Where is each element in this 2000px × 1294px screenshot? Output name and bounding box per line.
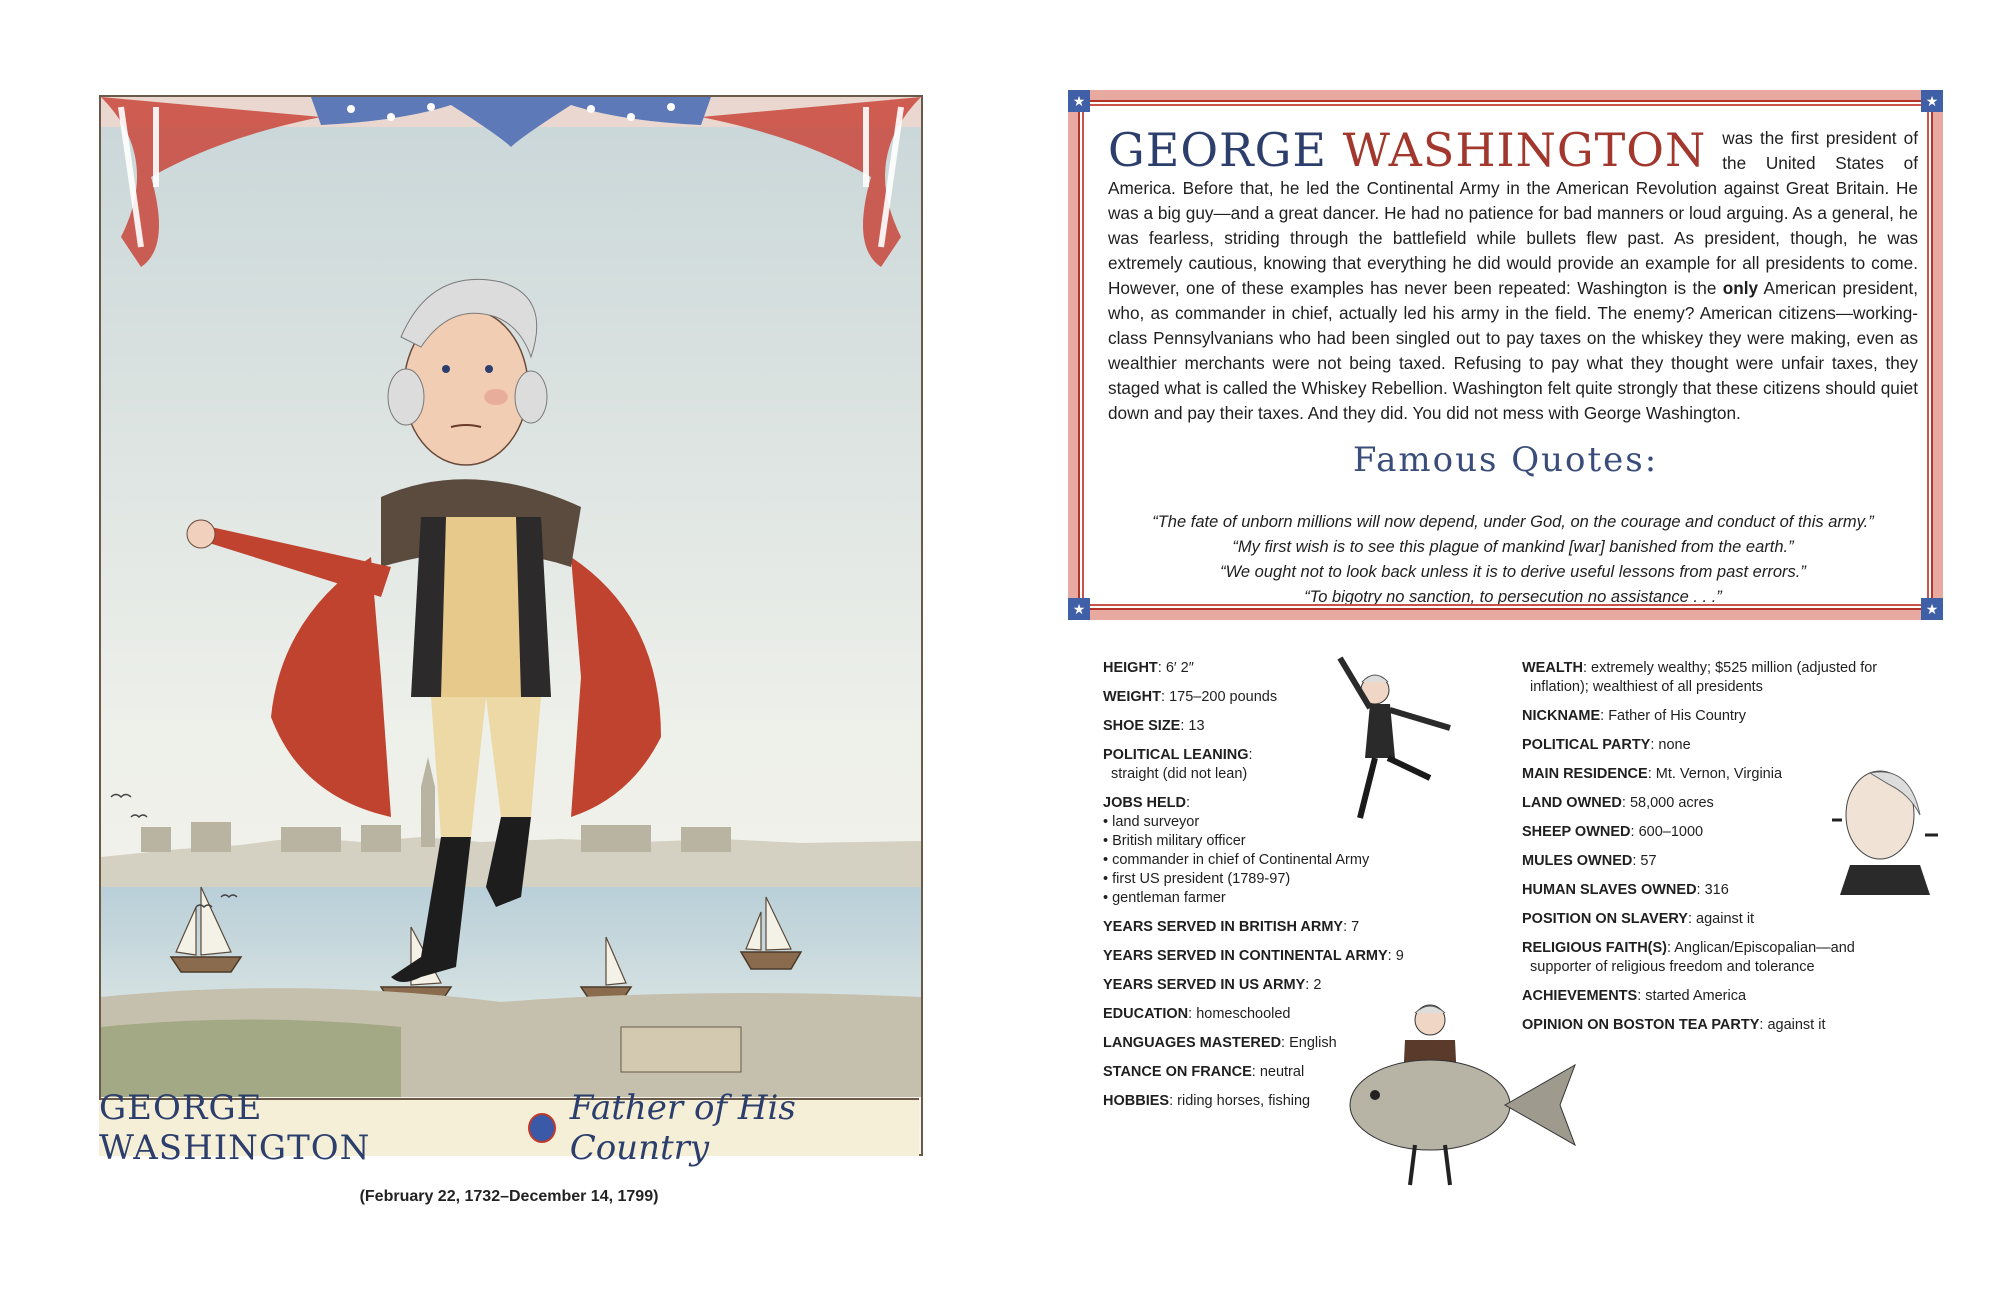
washington-painting [101,97,921,1154]
fact-label: LAND OWNED [1522,795,1622,811]
list-item: • commander in chief of Continental Army [1103,851,1413,870]
fact-label: LANGUAGES MASTERED [1103,1035,1282,1051]
fact-value: 600–1000 [1638,824,1704,840]
fact-value: 57 [1640,853,1657,869]
fact-label: POSITION ON SLAVERY [1522,911,1688,927]
quote: “My first wish is to see this plague of mankind [war] banished from the earth.” [1232,538,1794,556]
fact-label: WEALTH [1522,660,1583,676]
fact-label: MAIN RESIDENCE [1522,766,1648,782]
list-item: • land surveyor [1103,813,1413,832]
star-icon: ★ [1068,598,1090,620]
list-item: • first US president (1789-97) [1103,870,1413,889]
fact-political-leaning: POLITICAL LEANING: straight (did not lean) [1103,746,1413,784]
fact-label: HEIGHT [1103,660,1158,676]
quote: “The fate of unborn millions will now depend, under God, on the courage and conduct of this army.” [1152,513,1874,531]
fact-label: YEARS SERVED IN US ARMY [1103,977,1306,993]
fact-height: HEIGHT: 6′ 2″ [1103,660,1194,676]
fact-faith: RELIGIOUS FAITH(S): Anglican/Episcopalian—and supporter of religious freedom and tolerance [1522,939,1942,977]
fact-label: POLITICAL PARTY [1522,737,1651,753]
fact-value: Mt. Vernon, Virginia [1655,766,1783,782]
quotes-heading: Famous Quotes: [1352,440,1659,480]
fact-languages: LANGUAGES MASTERED: English [1103,1035,1337,1051]
fact-mules: MULES OWNED: 57 [1522,853,1657,869]
fact-value: against it [1696,911,1755,927]
fact-label: WEIGHT [1103,689,1161,705]
fact-value: neutral [1259,1064,1305,1080]
bio-text-part1: was the first president of the United States of America. Before that, he led the Continental Army in the American Revolution against Great Britain. He was a big guy—and a great dancer. He had no patience for bad manners or loud arguing. As a general, he was fearless, striding through the battlefield while bullets flew past. As president, though, he was extremely cautious, knowing that everything he did would provide an example for all presidents to come. However, one of these examples has never been repeated: Washington is the [1108,128,1918,298]
bio-emphasis: only [1722,278,1759,298]
bio-text-part2: American president, who, as commander in chief, actually led his army in the field. The enemy? American citizens—working-class Pennsylvanians who had been singled out to pay taxes on the whiskey they were making, even as wealthier merchants were not being taxed. Refusing to pay what they thought were unfair taxes, they staged what is called the Whiskey Rebellion. Washington felt quite strongly that these citizens should quiet down and pay their taxes. And they did. You did not mess with George Washington. [1108,278,1918,423]
fact-nickname: NICKNAME: Father of His Country [1522,708,1747,724]
bio-title-first: GEORGE [1108,123,1327,177]
fact-label: JOBS HELD [1103,795,1186,811]
portrait-illustration [99,95,923,1156]
fact-value: homeschooled [1196,1006,1291,1022]
fact-label: ACHIEVEMENTS [1522,988,1638,1004]
fact-label: NICKNAME [1522,708,1601,724]
fact-label: HUMAN SLAVES OWNED [1522,882,1697,898]
fact-weight: WEIGHT: 175–200 pounds [1103,689,1278,705]
fact-value: 6′ 2″ [1165,660,1194,676]
quote: “To bigotry no sanction, to persecution no assistance . . .” [1304,588,1722,606]
caption-name: GEORGE WASHINGTON [99,1088,371,1168]
fact-education: EDUCATION: homeschooled [1103,1006,1291,1022]
bio-paragraph [1108,123,1918,426]
fact-value: extremely wealthy; $525 million (adjusted for [1591,660,1878,676]
fact-value: Father of His Country [1608,708,1747,724]
fact-sheep: SHEEP OWNED: 600–1000 [1522,824,1704,840]
bio-title [1108,123,1707,177]
fact-label: OPINION ON BOSTON TEA PARTY [1522,1017,1760,1033]
fact-value: straight (did not lean) [1111,766,1248,782]
fact-land: LAND OWNED: 58,000 acres [1522,795,1714,811]
profile-portrait-sketch [1830,745,1940,895]
fact-slavery: POSITION ON SLAVERY: against it [1522,911,1755,927]
fact-british-army: YEARS SERVED IN BRITISH ARMY: 7 [1103,919,1360,935]
fact-value: English [1289,1035,1337,1051]
fact-label: HOBBIES [1103,1093,1170,1109]
fact-label: STANCE ON FRANCE [1103,1064,1252,1080]
life-dates: (February 22, 1732–December 14, 1799) [359,1188,659,1205]
fact-continental-army: YEARS SERVED IN CONTINENTAL ARMY: 9 [1103,948,1404,964]
illustration-caption [99,1088,919,1168]
washington-with-fish-sketch [1335,995,1585,1195]
fact-value: 2 [1313,977,1322,993]
fact-label: SHEEP OWNED [1522,824,1631,840]
fact-shoe-size: SHOE SIZE: 13 [1103,718,1205,734]
star-icon: ★ [1068,90,1090,112]
fact-value: supporter of religious freedom and tolerance [1530,959,1815,975]
fact-value: Anglican/Episcopalian—and [1674,940,1855,956]
hat-emblem-icon [528,1113,556,1143]
fact-label: SHOE SIZE [1103,718,1181,734]
fact-wealth: WEALTH: extremely wealthy; $525 million (adjusted for inflation); wealthiest of all presidents [1522,659,1942,697]
fact-tea-party: OPINION ON BOSTON TEA PARTY: against it [1522,1017,1826,1033]
fact-value: 58,000 acres [1629,795,1714,811]
quote: “We ought not to look back unless it is to derive useful lessons from past errors.” [1220,563,1806,581]
fact-achievements: ACHIEVEMENTS: started America [1522,988,1747,1004]
list-item: • gentleman farmer [1103,889,1413,908]
bio-box [1068,90,1943,620]
fact-value: inflation); wealthiest of all presidents [1530,679,1763,695]
caption-epithet: Father of His Country [569,1088,796,1168]
fact-label: YEARS SERVED IN CONTINENTAL ARMY [1103,948,1388,964]
star-icon: ★ [1921,598,1943,620]
dancing-washington-sketch [1320,648,1460,838]
fact-value: 13 [1188,718,1205,734]
quotes-list [1098,510,1928,610]
fact-party: POLITICAL PARTY: none [1522,737,1691,753]
fact-france: STANCE ON FRANCE: neutral [1103,1064,1305,1080]
fact-value: none [1658,737,1691,753]
fact-label: MULES OWNED [1522,853,1633,869]
fact-value: riding horses, fishing [1177,1093,1311,1109]
star-icon: ★ [1921,90,1943,112]
fact-label: YEARS SERVED IN BRITISH ARMY [1103,919,1344,935]
fact-jobs-held: JOBS HELD: • land surveyor • British military officer • commander in chief of Continental Army • first US president (1789-97) • gentleman farmer [1103,794,1413,908]
fact-value: 175–200 pounds [1169,689,1278,705]
fact-value: against it [1767,1017,1826,1033]
fact-residence: MAIN RESIDENCE: Mt. Vernon, Virginia [1522,766,1783,782]
list-item: • British military officer [1103,832,1413,851]
fact-label: RELIGIOUS FAITH(S) [1522,940,1667,956]
fact-value: started America [1645,988,1747,1004]
fact-label: EDUCATION [1103,1006,1189,1022]
bio-title-last: WASHINGTON [1342,123,1707,177]
fact-hobbies: HOBBIES: riding horses, fishing [1103,1093,1311,1109]
fact-slaves: HUMAN SLAVES OWNED: 316 [1522,882,1729,898]
fact-us-army: YEARS SERVED IN US ARMY: 2 [1103,977,1322,993]
fact-value: 9 [1395,948,1404,964]
fact-value: 7 [1351,919,1360,935]
fact-value: 316 [1704,882,1729,898]
fact-label: POLITICAL LEANING [1103,747,1249,763]
